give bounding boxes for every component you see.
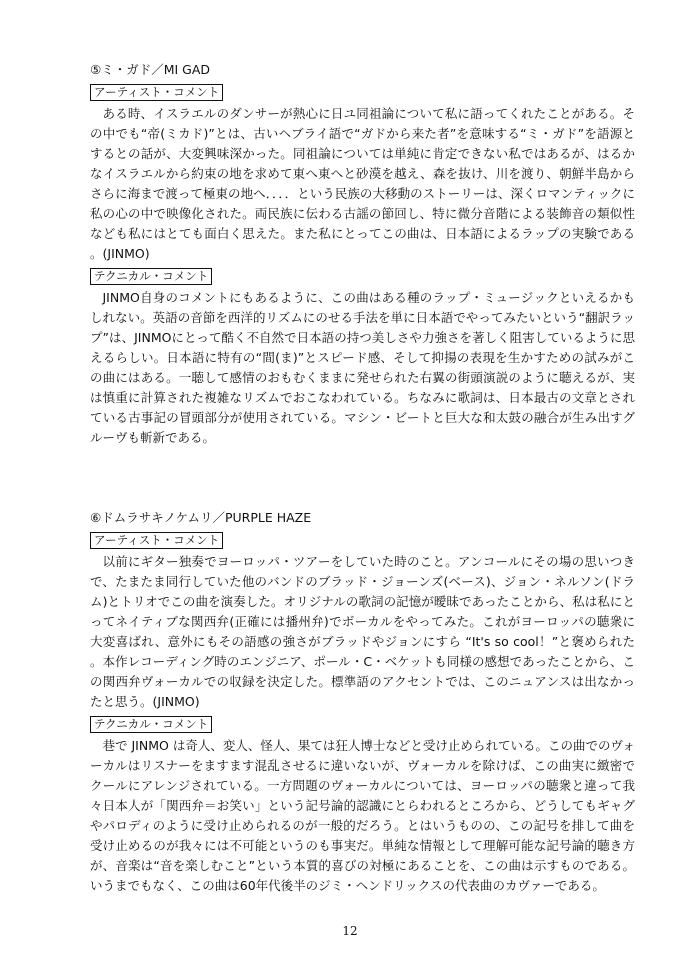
technical-comment-text: JINMO自身のコメントにもあるように、この曲はある種のラップ・ミュージックといえるかもしれない。英語の音節を西洋的リズムにのせる手法を単に日本語でやってみたいという“翻訳ラップ”は、JINMOにとって酷く不自然で日本語の持つ美しさや力強さを著しく阻害しているように思えるらしい。日本語に特有の“間(ま)”とスピード感、そして抑揚の表現を生かすための試みがこの曲にはある。一聴して感情のおもむくままに発せられた右翼の街頭演説のように聴えるが、実は慎重に計算された複雑なリズムでおこなわれている。ちなみに歌詞は、日本最古の文章とされている古事記の冒頭部分が使用されている。マシン・ビートと巨大な和太鼓の融合が生み出すグルーヴも斬新である。: [90, 290, 635, 445]
page-number: 12: [342, 924, 358, 938]
section-mi-gad: [90, 62, 635, 449]
artist-comment-label: アーティスト・コメント: [90, 532, 223, 549]
technical-comment-label: テクニカル・コメント: [90, 716, 212, 733]
artist-comment-label: アーティスト・コメント: [90, 84, 223, 101]
technical-comment-text: 巷で JINMO は奇人、変人、怪人、果ては狂人博士などと受け止められている。この曲でのヴォーカルはリスナーをますます混乱させるに違いないが、ヴォーカルを除けば、この曲実に緻密でクールにアレンジされている。一方問題のヴォーカルについては、ヨーロッパの聴衆と違って我々日本人が「関西弁＝お笑い」という記号論的認識にとらわれるところから、どうしてもギャグやパロディのように受け止められるのが一般的だろう。とはいうものの、この記号を排して曲を受け止めるのが我々には不可能というのも事実だ。単純な情報として理解可能な記号論的聴き方が、音楽は“音を楽しむこと”という本質的喜びの対極にあることを、この曲は示すものである。いうまでもなく、この曲は60年代後半のジミ・ヘンドリックスの代表曲のカヴァーである。: [90, 738, 635, 893]
artist-comment-text: 以前にギター独奏でヨーロッパ・ツアーをしていた時のこと。アンコールにその場の思いつきで、たまたま同行していた他のバンドのブラッド・ジョーンズ(ベース)、ジョン・ネルソン(ドラム)とトリオでこの曲を演奏した。オリジナルの歌詞の記憶が曖昧であったことから、私は私にとってネイティブな関西弁(正確には播州弁)でボーカルをやってみた。これがヨーロッパの聴衆に大変喜ばれ、意外にもその語感の強さがブラッドやジョンにすら “It's so cool！”と褒められた。本作レコーディング時のエンジニア、ポール・C・ベケットも同様の感想であったことから、この関西弁ヴォーカルでの収録を決定した。標準語のアクセントでは、このニュアンスは出なかったと思う。(JINMO): [90, 554, 635, 709]
section-title: ⑤ミ・ガド／MI GAD: [90, 62, 211, 77]
artist-comment-text: ある時、イスラエルのダンサーが熱心に日ユ同祖論について私に語ってくれたことがある。その中でも“帝(ミカド)”とは、古いヘブライ語で“ガドから来た者”を意味する“ミ・ガド”を語源とするとの話が、大変興味深かった。同祖論については単純に肯定できない私ではあるが、はるかなイスラエルから約束の地を求めて東へ東へと砂漠を越え、森を抜け、川を渡り、朝鮮半島からさらに海まで渡って極東の地へ．．．．という民族の大移動のストーリーは、深くロマンティックに私の心の中で映像化された。両民族に伝わる古謡の節回し、特に微分音階による装飾音の類似性なども私にはとても面白く思えた。また私にとってこの曲は、日本語によるラップの実験である。(JINMO): [90, 106, 635, 261]
technical-comment-label: テクニカル・コメント: [90, 268, 212, 285]
section-title: ⑥ドムラサキノケムリ／PURPLE HAZE: [90, 510, 312, 525]
section-purple-haze: [90, 510, 635, 897]
